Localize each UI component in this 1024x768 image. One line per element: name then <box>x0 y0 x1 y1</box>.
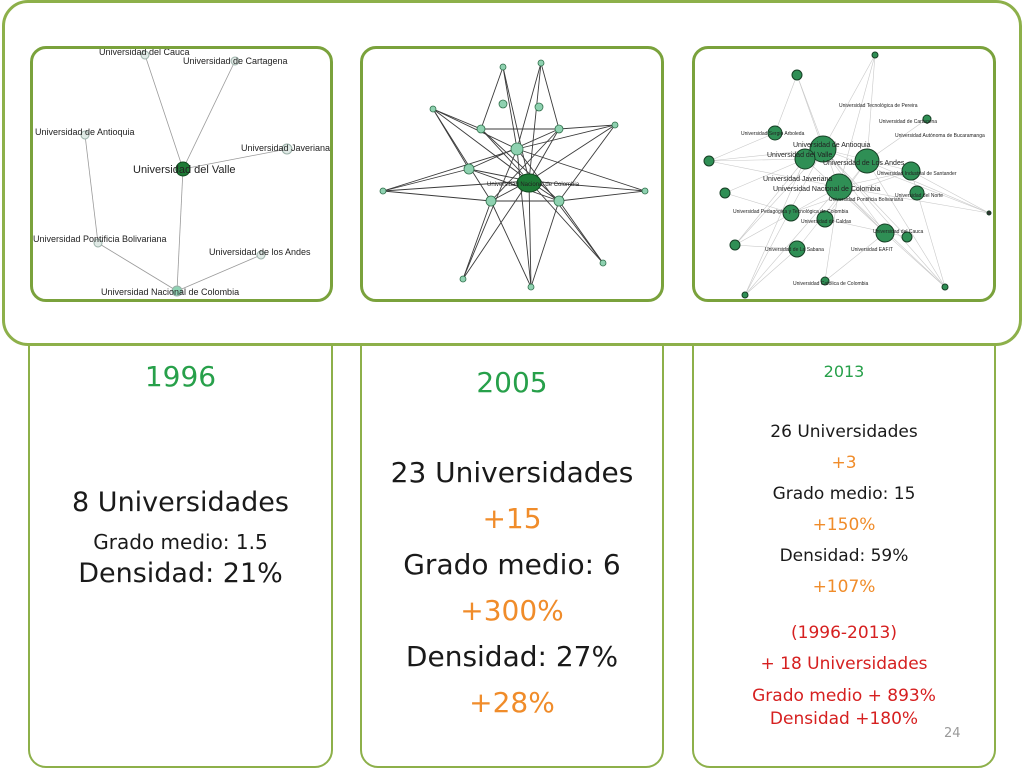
column-1996 <box>30 360 331 589</box>
label-2013-0: Universidad de Cartagena <box>879 119 938 125</box>
universities-1996: 8 Universidades <box>72 487 289 518</box>
label-2013-9: Universidad Nacional de Colombia <box>773 186 881 193</box>
network-1996-graph <box>33 49 330 299</box>
network-2013 <box>692 46 996 302</box>
label-2005-center: Universidad Nacional de Colombia <box>487 182 580 188</box>
label-2013-15: Universidad de La Sabana <box>765 247 824 253</box>
summary-density: Densidad +180% <box>769 709 919 729</box>
label-2013-7: Universidad Industrial de Santander <box>877 171 957 177</box>
uni-change-2005: +15 <box>482 502 542 535</box>
network-2013-graph <box>695 49 993 299</box>
label-javeriana: Universidad Javeriana <box>241 143 330 153</box>
network-2005-graph <box>363 49 661 299</box>
density-change-2005: +28% <box>469 686 555 719</box>
density-2013: Densidad: 59% <box>779 546 909 566</box>
label-2013-16: Universidad EAFIT <box>851 247 893 253</box>
label-2013-4: Universidad de Antioquia <box>793 142 871 149</box>
label-valle: Universidad del Valle <box>133 164 236 176</box>
universities-2013: 26 Universidades <box>770 422 918 442</box>
column-2005 <box>362 360 662 726</box>
label-2013-8: Universidad Javeriana <box>763 176 833 183</box>
degree-change-2005: +300% <box>460 594 564 627</box>
summary-period: (1996-2013) <box>791 623 897 643</box>
summary-universities: + 18 Universidades <box>760 654 928 674</box>
year-2005: 2005 <box>476 366 548 399</box>
density-2005: Densidad: 27% <box>405 640 619 673</box>
column-2013 <box>694 356 994 730</box>
label-2013-6: Universidad de Los Andes <box>823 160 905 167</box>
label-2013-2: Universidad Sergio Arboleda <box>741 131 805 137</box>
summary-degree: Grado medio + 893% <box>752 686 936 706</box>
label-2013-11: Universidad del Norte <box>895 193 944 199</box>
label-2013-1: Universidad Tecnológica de Pereira <box>839 103 918 109</box>
year-2013: 2013 <box>823 362 865 381</box>
degree-change-2013: +150% <box>812 515 876 535</box>
degree-2013: Grado medio: 15 <box>772 484 916 504</box>
label-bolivariana: Universidad Pontificia Bolivariana <box>33 234 167 244</box>
network-2005-edges <box>383 63 645 287</box>
label-2013-12: Universidad Pedagógica y Tecnológica de Colombia <box>733 209 849 215</box>
label-2013-5: Universidad del Valle <box>767 152 833 159</box>
label-2013-17: Universidad Católica de Colombia <box>793 281 869 287</box>
page-number: 24 <box>944 726 961 741</box>
universities-2005: 23 Universidades <box>390 456 634 489</box>
label-2013-13: Universidad de Caldas <box>801 219 852 225</box>
label-2013-14: Universidad del Cauca <box>873 229 924 235</box>
label-cartagena: Universidad de Cartagena <box>183 56 288 66</box>
density-1996: Densidad: 21% <box>78 558 283 589</box>
label-andes: Universidad de los Andes <box>209 247 311 257</box>
label-cauca: Universidad del Cauca <box>99 49 190 57</box>
label-nacional: Universidad Nacional de Colombia <box>101 287 240 297</box>
density-change-2013: +107% <box>812 577 876 597</box>
network-2005 <box>360 46 664 302</box>
uni-change-2013: +3 <box>831 453 857 473</box>
label-2013-10: Universidad Pontificia Bolivariana <box>829 197 904 203</box>
degree-1996: Grado medio: 1.5 <box>93 530 268 554</box>
year-1996: 1996 <box>144 360 217 393</box>
degree-2005: Grado medio: 6 <box>403 548 621 581</box>
label-2013-3: Universidad Autónoma de Bucaramanga <box>895 133 985 139</box>
label-antioquia: Universidad de Antioquia <box>35 127 135 137</box>
network-1996 <box>30 46 333 302</box>
